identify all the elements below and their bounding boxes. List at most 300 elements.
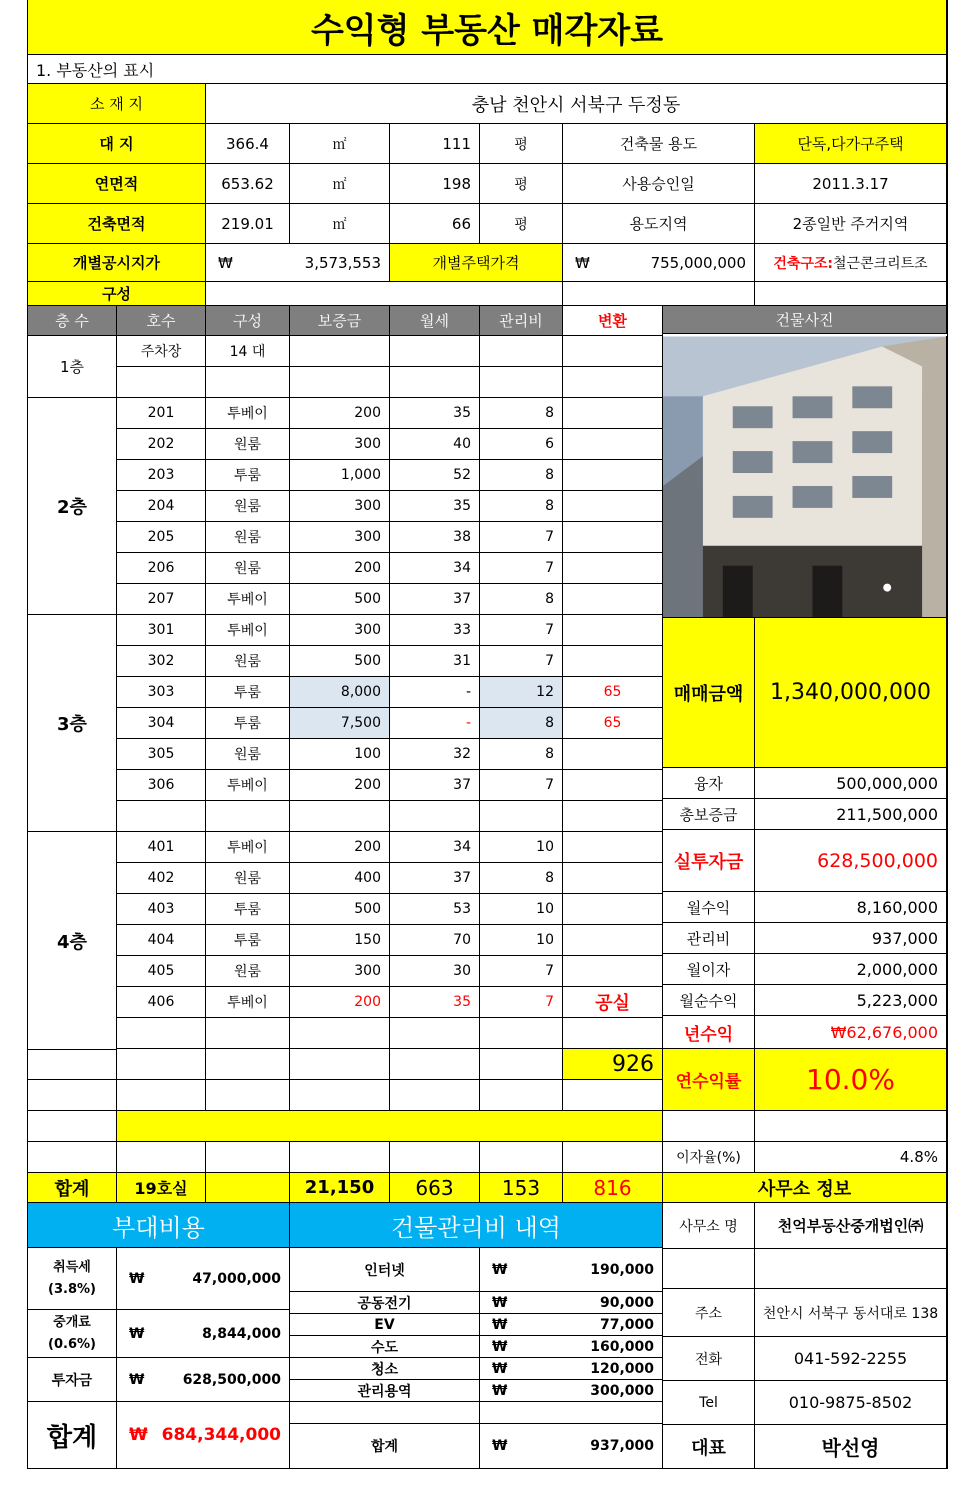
bmgmt-total-value (480, 1424, 663, 1469)
room-rent: 35 (390, 987, 480, 1018)
room-rent: 53 (390, 894, 480, 925)
currency-symbol: ₩ (492, 1382, 508, 1399)
location-label: 소 재 지 (28, 84, 206, 124)
column-header: 호수 (117, 306, 206, 336)
total-deposit: 21,150 (290, 1173, 390, 1203)
currency-symbol: ₩ (218, 253, 233, 272)
bmgmt-item-label: 인터넷 (290, 1248, 480, 1292)
empty-cell (290, 1402, 480, 1424)
room-number: 304 (117, 708, 206, 739)
summary-value: 500,000,000 (755, 768, 947, 799)
empty-cell (563, 282, 755, 306)
room-number: 202 (117, 429, 206, 460)
empty-cell (28, 1080, 117, 1111)
empty-cell (206, 801, 290, 832)
amount-value: 77,000 (599, 1316, 654, 1333)
summary-label: 년수익 (663, 1016, 755, 1049)
empty-cell (563, 367, 663, 398)
summary-value: 5,223,000 (755, 985, 947, 1016)
room-rent: 52 (390, 460, 480, 491)
empty-cell (117, 1080, 206, 1111)
empty-cell (480, 801, 563, 832)
summary-label: 총보증금 (663, 799, 755, 830)
room-rent: 70 (390, 925, 480, 956)
room-number: 306 (117, 770, 206, 801)
room-number: 404 (117, 925, 206, 956)
amount-value: 160,000 (590, 1338, 654, 1355)
room-rent: 30 (390, 956, 480, 987)
empty-cell (480, 1080, 563, 1111)
currency-symbol: ₩ (492, 1316, 508, 1333)
empty-cell (206, 1049, 290, 1080)
room-rent: 37 (390, 863, 480, 894)
summary-label: 월순수익 (663, 985, 755, 1016)
empty-cell (563, 429, 663, 460)
office-name-label: 사무소 명 (663, 1203, 755, 1249)
room-deposit: 100 (290, 739, 390, 770)
label-line: (3.8%) (48, 1281, 96, 1297)
empty-cell (206, 1173, 290, 1203)
summary-value: 211,500,000 (755, 799, 947, 830)
room-rent: 32 (390, 739, 480, 770)
room-deposit: 200 (290, 398, 390, 429)
room-rent: 33 (390, 615, 480, 646)
room-rent: 34 (390, 553, 480, 584)
room-mgmt: 10 (480, 925, 563, 956)
office-name: 천억부동산중개법인㈜ (755, 1203, 947, 1249)
room-mgmt: 7 (480, 956, 563, 987)
empty-cell (390, 801, 480, 832)
empty-cell (755, 1249, 947, 1289)
room-conversion: 65 (563, 677, 663, 708)
room-type: 투룸 (206, 708, 290, 739)
summary-value: 628,500,000 (755, 830, 947, 892)
room-mgmt: 7 (480, 615, 563, 646)
summary-value: ₩62,676,000 (755, 1016, 947, 1049)
empty-cell (563, 491, 663, 522)
empty-cell (290, 1142, 390, 1173)
currency-symbol: ₩ (492, 1438, 508, 1454)
empty-cell (390, 1049, 480, 1080)
room-deposit: 8,000 (290, 677, 390, 708)
empty-cell (28, 1049, 117, 1080)
currency-symbol: ₩ (575, 253, 590, 272)
empty-cell (206, 1142, 290, 1173)
room-deposit: 7,500 (290, 708, 390, 739)
summary-label: 융자 (663, 768, 755, 799)
label-line: (0.6%) (48, 1336, 96, 1352)
building-photo (663, 336, 947, 618)
empty-cell (480, 367, 563, 398)
office-header: 사무소 정보 (663, 1173, 947, 1203)
room-number: 203 (117, 460, 206, 491)
column-header: 변환 (563, 306, 663, 336)
bmgmt-item-value (480, 1314, 663, 1336)
room-rent: 37 (390, 770, 480, 801)
empty-cell (663, 1249, 755, 1289)
amount-value: 47,000,000 (192, 1270, 281, 1287)
empty-cell (117, 1049, 206, 1080)
costs-header: 부대비용 (28, 1203, 290, 1248)
room-rent: 35 (390, 398, 480, 429)
empty-cell (390, 367, 480, 398)
empty-cell (563, 832, 663, 863)
bmgmt-header: 건물관리비 내역 (290, 1203, 663, 1248)
amount-value: 8,844,000 (202, 1325, 281, 1342)
room-mgmt: 7 (480, 770, 563, 801)
empty-cell (28, 1142, 117, 1173)
broker-fee-value (117, 1310, 290, 1358)
empty-cell (480, 1018, 563, 1049)
room-mgmt: 6 (480, 429, 563, 460)
info-value: 2011.3.17 (755, 164, 947, 204)
label-line: 취득세 (53, 1259, 91, 1275)
room-rent: 34 (390, 832, 480, 863)
empty-cell (563, 863, 663, 894)
room-mgmt: 10 (480, 894, 563, 925)
structure-cell (755, 244, 947, 282)
empty-cell (563, 460, 663, 491)
room-number: 301 (117, 615, 206, 646)
bmgmt-item-value (480, 1292, 663, 1314)
tel-value: 010-9875-8502 (755, 1381, 947, 1425)
room-rent: - (390, 677, 480, 708)
room-type: 투룸 (206, 925, 290, 956)
room-type: 투베이 (206, 770, 290, 801)
empty-cell (480, 1142, 563, 1173)
room-mgmt: 7 (480, 522, 563, 553)
currency-symbol: ₩ (492, 1294, 508, 1311)
room-deposit: 200 (290, 832, 390, 863)
empty-cell (117, 801, 206, 832)
room-deposit: 300 (290, 956, 390, 987)
room-number: 405 (117, 956, 206, 987)
room-number: 206 (117, 553, 206, 584)
amount-value: 3,573,553 (304, 253, 381, 272)
bmgmt-item-label: 청소 (290, 1358, 480, 1380)
room-number: 201 (117, 398, 206, 429)
total-rent: 663 (390, 1173, 480, 1203)
room-type: 투베이 (206, 584, 290, 615)
room-rent: 38 (390, 522, 480, 553)
room-type: 원룸 (206, 956, 290, 987)
empty-cell (563, 1018, 663, 1049)
area-m2: 366.4 (206, 124, 290, 164)
room-deposit: 200 (290, 987, 390, 1018)
room-type: 투베이 (206, 832, 290, 863)
info-label: 건축물 용도 (563, 124, 755, 164)
empty-cell (206, 367, 290, 398)
empty-cell (563, 522, 663, 553)
unit-pyeong: 평 (480, 124, 563, 164)
room-mgmt: 7 (480, 646, 563, 677)
empty-cell (290, 367, 390, 398)
summary-value: 8,160,000 (755, 892, 947, 923)
rep-label: 대표 (663, 1425, 755, 1469)
room-deposit: 500 (290, 646, 390, 677)
price-value: 1,340,000,000 (755, 618, 947, 768)
summary-label: 월이자 (663, 954, 755, 985)
amount-value: 937,000 (590, 1438, 654, 1454)
empty-cell (563, 584, 663, 615)
info-value: 단독,다가구주택 (755, 124, 947, 164)
info-label: 대 지 (28, 124, 206, 164)
empty-cell (117, 1018, 206, 1049)
area-pyeong: 66 (390, 204, 480, 244)
empty-cell (290, 336, 390, 367)
room-rent: - (390, 708, 480, 739)
info-label: 사용승인일 (563, 164, 755, 204)
building-photo-icon (663, 336, 946, 618)
rate-value: 4.8% (755, 1142, 947, 1173)
floor-label: 1층 (28, 336, 117, 398)
empty-cell (117, 367, 206, 398)
area-m2: 653.62 (206, 164, 290, 204)
total-mgmt: 153 (480, 1173, 563, 1203)
plp-value (206, 244, 390, 282)
rate-label: 이자율(%) (663, 1142, 755, 1173)
room-number: 401 (117, 832, 206, 863)
amount-value: 684,344,000 (161, 1425, 281, 1445)
room-deposit: 1,000 (290, 460, 390, 491)
area-pyeong: 111 (390, 124, 480, 164)
room-rent: 37 (390, 584, 480, 615)
structure-value: 철근콘크리트조 (833, 255, 928, 272)
empty-cell (290, 1049, 390, 1080)
room-deposit: 300 (290, 491, 390, 522)
bmgmt-item-value (480, 1336, 663, 1358)
floor-label: 4층 (28, 832, 117, 1050)
price-label: 매매금액 (663, 618, 755, 768)
currency-symbol: ₩ (492, 1338, 508, 1355)
floor-label: 2층 (28, 398, 117, 615)
bmgmt-item-label: 공동전기 (290, 1292, 480, 1314)
info-label: 연면적 (28, 164, 206, 204)
address-value: 천안시 서북구 동서대로 138 (755, 1289, 947, 1337)
room-type: 투베이 (206, 615, 290, 646)
summary-label: 실투자금 (663, 830, 755, 892)
column-header: 월세 (390, 306, 480, 336)
room-number: 402 (117, 863, 206, 894)
column-header: 보증금 (290, 306, 390, 336)
section-title: 1. 부동산의 표시 (28, 55, 947, 84)
highlight-bar (117, 1111, 663, 1142)
investment-value (117, 1358, 290, 1402)
amount-value: 755,000,000 (650, 253, 746, 272)
empty-cell (563, 553, 663, 584)
room-mgmt: 8 (480, 739, 563, 770)
unit-m2: ㎡ (290, 164, 390, 204)
room-type: 투룸 (206, 460, 290, 491)
currency-symbol: ₩ (129, 1371, 145, 1388)
address-label: 주소 (663, 1289, 755, 1337)
room-number: 406 (117, 987, 206, 1018)
empty-cell (390, 336, 480, 367)
acq-tax-label (28, 1248, 117, 1310)
tel-label: Tel (663, 1381, 755, 1425)
room-type: 원룸 (206, 429, 290, 460)
room-type: 원룸 (206, 522, 290, 553)
empty-cell (28, 1111, 117, 1142)
unit-m2: ㎡ (290, 124, 390, 164)
investment-label: 투자금 (28, 1358, 117, 1402)
room-number: 302 (117, 646, 206, 677)
photo-header: 건물사진 (663, 306, 947, 334)
room-type: 투베이 (206, 398, 290, 429)
empty-cell (563, 398, 663, 429)
bmgmt-item-value (480, 1358, 663, 1380)
room-number: 207 (117, 584, 206, 615)
summary-label: 관리비 (663, 923, 755, 954)
total-conversion: 816 (563, 1173, 663, 1203)
room-deposit: 300 (290, 615, 390, 646)
broker-fee-label (28, 1310, 117, 1358)
room-mgmt: 8 (480, 863, 563, 894)
bmgmt-item-label: EV (290, 1314, 480, 1336)
room-type: 투베이 (206, 987, 290, 1018)
unit-pyeong: 평 (480, 204, 563, 244)
bmgmt-item-label: 수도 (290, 1336, 480, 1358)
currency-symbol: ₩ (492, 1261, 508, 1278)
amount-value: 190,000 (590, 1261, 654, 1278)
amount-value: 628,500,000 (182, 1371, 281, 1388)
info-value: 2종일반 주거지역 (755, 204, 947, 244)
parking-count: 14 대 (206, 336, 290, 367)
empty-cell (563, 1142, 663, 1173)
room-deposit: 500 (290, 584, 390, 615)
room-mgmt: 8 (480, 584, 563, 615)
grand-total-label: 합계 (28, 1402, 117, 1469)
empty-cell (290, 1018, 390, 1049)
floor-label: 3층 (28, 615, 117, 832)
grand-total-value (117, 1402, 290, 1469)
plp-label: 개별공시지가 (28, 244, 206, 282)
unit-m2: ㎡ (290, 204, 390, 244)
bmgmt-item-label: 관리용역 (290, 1380, 480, 1402)
amount-value: 300,000 (590, 1382, 654, 1399)
yield-value: 10.0% (755, 1049, 947, 1111)
bmgmt-item-value (480, 1248, 663, 1292)
phone-label: 전화 (663, 1337, 755, 1381)
bmgmt-item-value (480, 1380, 663, 1402)
empty-cell (390, 1080, 480, 1111)
room-number: 303 (117, 677, 206, 708)
empty-cell (390, 1018, 480, 1049)
empty-cell (563, 801, 663, 832)
room-rent: 35 (390, 491, 480, 522)
phone-value: 041-592-2255 (755, 1337, 947, 1381)
room-type: 원룸 (206, 739, 290, 770)
room-deposit: 300 (290, 429, 390, 460)
empty-cell (290, 801, 390, 832)
room-mgmt: 8 (480, 398, 563, 429)
room-mgmt: 8 (480, 708, 563, 739)
empty-cell (480, 1402, 663, 1424)
area-m2: 219.01 (206, 204, 290, 244)
room-rent: 31 (390, 646, 480, 677)
room-type: 원룸 (206, 491, 290, 522)
summary-value: 2,000,000 (755, 954, 947, 985)
room-type: 원룸 (206, 863, 290, 894)
ihp-label: 개별주택가격 (390, 244, 563, 282)
currency-symbol: ₩ (129, 1270, 145, 1287)
acq-tax-value (117, 1248, 290, 1310)
room-rent: 40 (390, 429, 480, 460)
info-label: 용도지역 (563, 204, 755, 244)
rep-value: 박선영 (755, 1425, 947, 1469)
empty-cell (563, 615, 663, 646)
empty-cell (563, 739, 663, 770)
room-mgmt: 8 (480, 460, 563, 491)
empty-cell (755, 282, 947, 306)
empty-cell (480, 336, 563, 367)
room-type: 원룸 (206, 646, 290, 677)
empty-cell (563, 956, 663, 987)
composition-value (206, 282, 563, 306)
info-label: 건축면적 (28, 204, 206, 244)
room-number: 205 (117, 522, 206, 553)
room-deposit: 500 (290, 894, 390, 925)
structure-label: 건축구조: (773, 255, 834, 272)
total-label: 합계 (28, 1173, 117, 1203)
summary-value: 937,000 (755, 923, 947, 954)
amount-value: 120,000 (590, 1360, 654, 1377)
parking-label: 주차장 (117, 336, 206, 367)
empty-cell (563, 925, 663, 956)
page-title: 수익형 부동산 매각자료 (28, 0, 947, 55)
yield-label: 연수익률 (663, 1049, 755, 1111)
composition-label: 구성 (28, 282, 206, 306)
room-type: 투룸 (206, 894, 290, 925)
ihp-value (563, 244, 755, 282)
empty-cell (480, 1049, 563, 1080)
column-header: 구성 (206, 306, 290, 336)
empty-cell (563, 1080, 663, 1111)
column-header: 관리비 (480, 306, 563, 336)
room-conversion: 65 (563, 708, 663, 739)
unit-pyeong: 평 (480, 164, 563, 204)
currency-symbol: ₩ (129, 1325, 145, 1342)
vacancy-label: 공실 (563, 987, 663, 1018)
empty-cell (563, 336, 663, 367)
room-type: 투룸 (206, 677, 290, 708)
empty-cell (390, 1142, 480, 1173)
bmgmt-total-label: 합계 (290, 1424, 480, 1469)
empty-cell (206, 1018, 290, 1049)
empty-cell (563, 894, 663, 925)
room-number: 403 (117, 894, 206, 925)
room-mgmt: 7 (480, 553, 563, 584)
room-deposit: 150 (290, 925, 390, 956)
room-deposit: 200 (290, 553, 390, 584)
empty-cell (206, 1080, 290, 1111)
location-value: 충남 천안시 서북구 두정동 (206, 84, 947, 124)
count-926: 926 (563, 1049, 663, 1080)
empty-cell (563, 770, 663, 801)
room-deposit: 400 (290, 863, 390, 894)
total-rooms: 19호실 (117, 1173, 206, 1203)
summary-label: 월수익 (663, 892, 755, 923)
area-pyeong: 198 (390, 164, 480, 204)
room-mgmt: 10 (480, 832, 563, 863)
column-header: 층 수 (28, 306, 117, 336)
room-mgmt: 12 (480, 677, 563, 708)
label-line: 중개료 (53, 1314, 91, 1330)
empty-cell (563, 646, 663, 677)
room-number: 204 (117, 491, 206, 522)
room-mgmt: 7 (480, 987, 563, 1018)
empty-cell (117, 1142, 206, 1173)
